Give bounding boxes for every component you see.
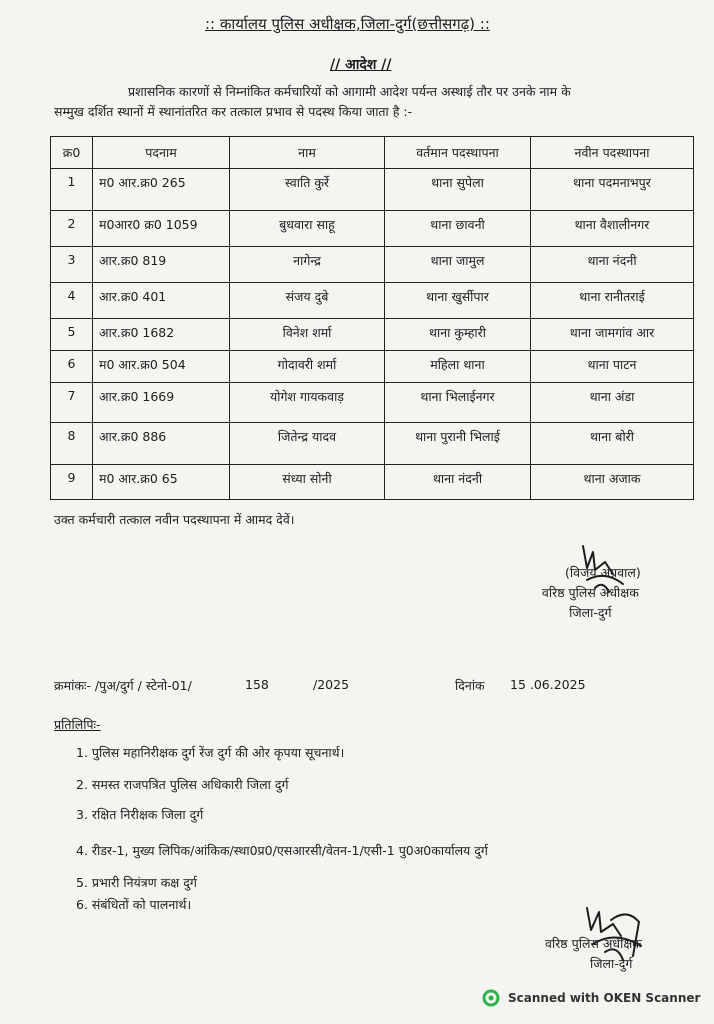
- cell-serial: 2: [51, 211, 93, 247]
- cell-name: जितेन्द्र यादव: [230, 423, 385, 465]
- signature-block-2: [545, 934, 642, 974]
- list-item: 4. रीडर-1, मुख्य लिपिक/आंकिक/स्था0प्र0/एसआरसी/वेतन-1/एसी-1 पु0अ0कार्यालय दुर्ग: [76, 843, 488, 858]
- list-item: 5. प्रभारी नियंत्रण कक्ष दुर्ग: [76, 875, 197, 890]
- cell-new-posting: थाना अजाक: [531, 465, 694, 500]
- cell-serial: 8: [51, 423, 93, 465]
- cell-current-posting: थाना नंदनी: [385, 465, 531, 500]
- list-item: 2. समस्त राजपत्रित पुलिस अधिकारी जिला दुर्ग: [76, 777, 289, 792]
- copy-heading: प्रतिलिपिः-: [54, 717, 101, 732]
- cell-current-posting: थाना भिलाईनगर: [385, 383, 531, 423]
- cell-serial: 9: [51, 465, 93, 500]
- cell-serial: 1: [51, 169, 93, 211]
- transfer-table: [50, 136, 694, 500]
- cell-serial: 7: [51, 383, 93, 423]
- cell-current-posting: थाना जामुल: [385, 247, 531, 283]
- table-row: [51, 351, 694, 383]
- cell-name: विनेश शर्मा: [230, 319, 385, 351]
- cell-rank: आर.क्र0 819: [93, 247, 230, 283]
- cell-serial: 4: [51, 283, 93, 319]
- cell-serial: 3: [51, 247, 93, 283]
- cell-current-posting: थाना सुपेला: [385, 169, 531, 211]
- table-row: [51, 465, 694, 500]
- cell-rank: आर.क्र0 1682: [93, 319, 230, 351]
- cell-rank: म0 आर.क्र0 65: [93, 465, 230, 500]
- date-label: दिनांक: [455, 678, 485, 693]
- cell-new-posting: थाना वैशालीनगर: [531, 211, 694, 247]
- reference-prefix: क्रमांकः- /पुअ/दुर्ग / स्टेनो-01/: [54, 678, 192, 693]
- list-item: 6. संबंधितों को पालनार्थ।: [76, 897, 192, 912]
- order-date: 15 .06.2025: [510, 677, 586, 692]
- cell-rank: म0 आर.क्र0 265: [93, 169, 230, 211]
- cell-new-posting: थाना पदमनाभपुर: [531, 169, 694, 211]
- cell-new-posting: थाना अंडा: [531, 383, 694, 423]
- intro-line-2: सम्मुख दर्शित स्थानों में स्थानांतरित कर तत्काल प्रभाव से पदस्थ किया जाता है :-: [54, 104, 413, 119]
- signatory-designation: वरिष्ठ पुलिस अधीक्षक: [541, 585, 639, 600]
- header-serial: क्र0: [51, 137, 93, 169]
- signatory-location: जिला-दुर्ग: [569, 605, 612, 620]
- cell-new-posting: थाना रानीतराई: [531, 283, 694, 319]
- cell-name: गोदावरी शर्मा: [230, 351, 385, 383]
- cell-new-posting: थाना नंदनी: [531, 247, 694, 283]
- cell-rank: आर.क्र0 1669: [93, 383, 230, 423]
- cell-rank: आर.क्र0 886: [93, 423, 230, 465]
- office-header-title: :: कार्यालय पुलिस अधीक्षक,जिला-दुर्ग(छत्तीसगढ़) ::: [205, 15, 490, 33]
- intro-paragraph: [54, 82, 674, 122]
- cell-serial: 5: [51, 319, 93, 351]
- table-row: [51, 169, 694, 211]
- cell-name: योगेश गायकवाड़: [230, 383, 385, 423]
- reference-year: /2025: [313, 677, 350, 692]
- table-row: [51, 383, 694, 423]
- intro-line-1: प्रशासनिक कारणों से निम्नांकित कर्मचारियों को आगामी आदेश पर्यन्त अस्थाई तौर पर उनके नाम के: [128, 84, 571, 99]
- cell-serial: 6: [51, 351, 93, 383]
- header-new-posting: नवीन पदस्थापना: [531, 137, 694, 169]
- table-row: [51, 211, 694, 247]
- list-item: 3. रक्षित निरीक्षक जिला दुर्ग: [76, 807, 204, 822]
- table-header-row: [51, 137, 694, 169]
- cell-current-posting: महिला थाना: [385, 351, 531, 383]
- signatory-designation: वरिष्ठ पुलिस अधीक्षक: [545, 936, 642, 951]
- cell-current-posting: थाना खुर्सीपार: [385, 283, 531, 319]
- cell-name: नागेन्द्र: [230, 247, 385, 283]
- cell-name: स्वाति कुर्रे: [230, 169, 385, 211]
- table-row: [51, 247, 694, 283]
- signatory-location: जिला-दुर्ग: [590, 956, 633, 971]
- joining-instruction: उक्त कर्मचारी तत्काल नवीन पदस्थापना में आमद देवें।: [54, 512, 295, 527]
- signatory-name: (विजय अग्रवाल): [565, 565, 641, 580]
- order-title: // आदेश //: [330, 57, 392, 73]
- scanner-watermark: [482, 989, 700, 1007]
- cell-rank: म0 आर.क्र0 504: [93, 351, 230, 383]
- header-rank: पदनाम: [93, 137, 230, 169]
- cell-name: संजय दुबे: [230, 283, 385, 319]
- cell-name: बुधवारा साहू: [230, 211, 385, 247]
- reference-number: 158: [245, 677, 269, 692]
- cell-rank: म0आर0 क्र0 1059: [93, 211, 230, 247]
- cell-new-posting: थाना बोरी: [531, 423, 694, 465]
- cell-current-posting: थाना कुम्हारी: [385, 319, 531, 351]
- scanner-text: Scanned with OKEN Scanner: [508, 991, 701, 1005]
- table-row: [51, 283, 694, 319]
- header-current-posting: वर्तमान पदस्थापना: [385, 137, 531, 169]
- list-item: 1. पुलिस महानिरीक्षक दुर्ग रेंज दुर्ग की ओर कृपया सूचनार्थ।: [76, 745, 345, 760]
- cell-new-posting: थाना जामगांव आर: [531, 319, 694, 351]
- signature-block-1: [540, 563, 641, 623]
- cell-current-posting: थाना पुरानी भिलाई: [385, 423, 531, 465]
- table-row: [51, 319, 694, 351]
- table-row: [51, 423, 694, 465]
- cell-name: संध्या सोनी: [230, 465, 385, 500]
- oken-scanner-logo-icon: [482, 989, 500, 1007]
- cell-rank: आर.क्र0 401: [93, 283, 230, 319]
- header-name: नाम: [230, 137, 385, 169]
- cell-new-posting: थाना पाटन: [531, 351, 694, 383]
- cell-current-posting: थाना छावनी: [385, 211, 531, 247]
